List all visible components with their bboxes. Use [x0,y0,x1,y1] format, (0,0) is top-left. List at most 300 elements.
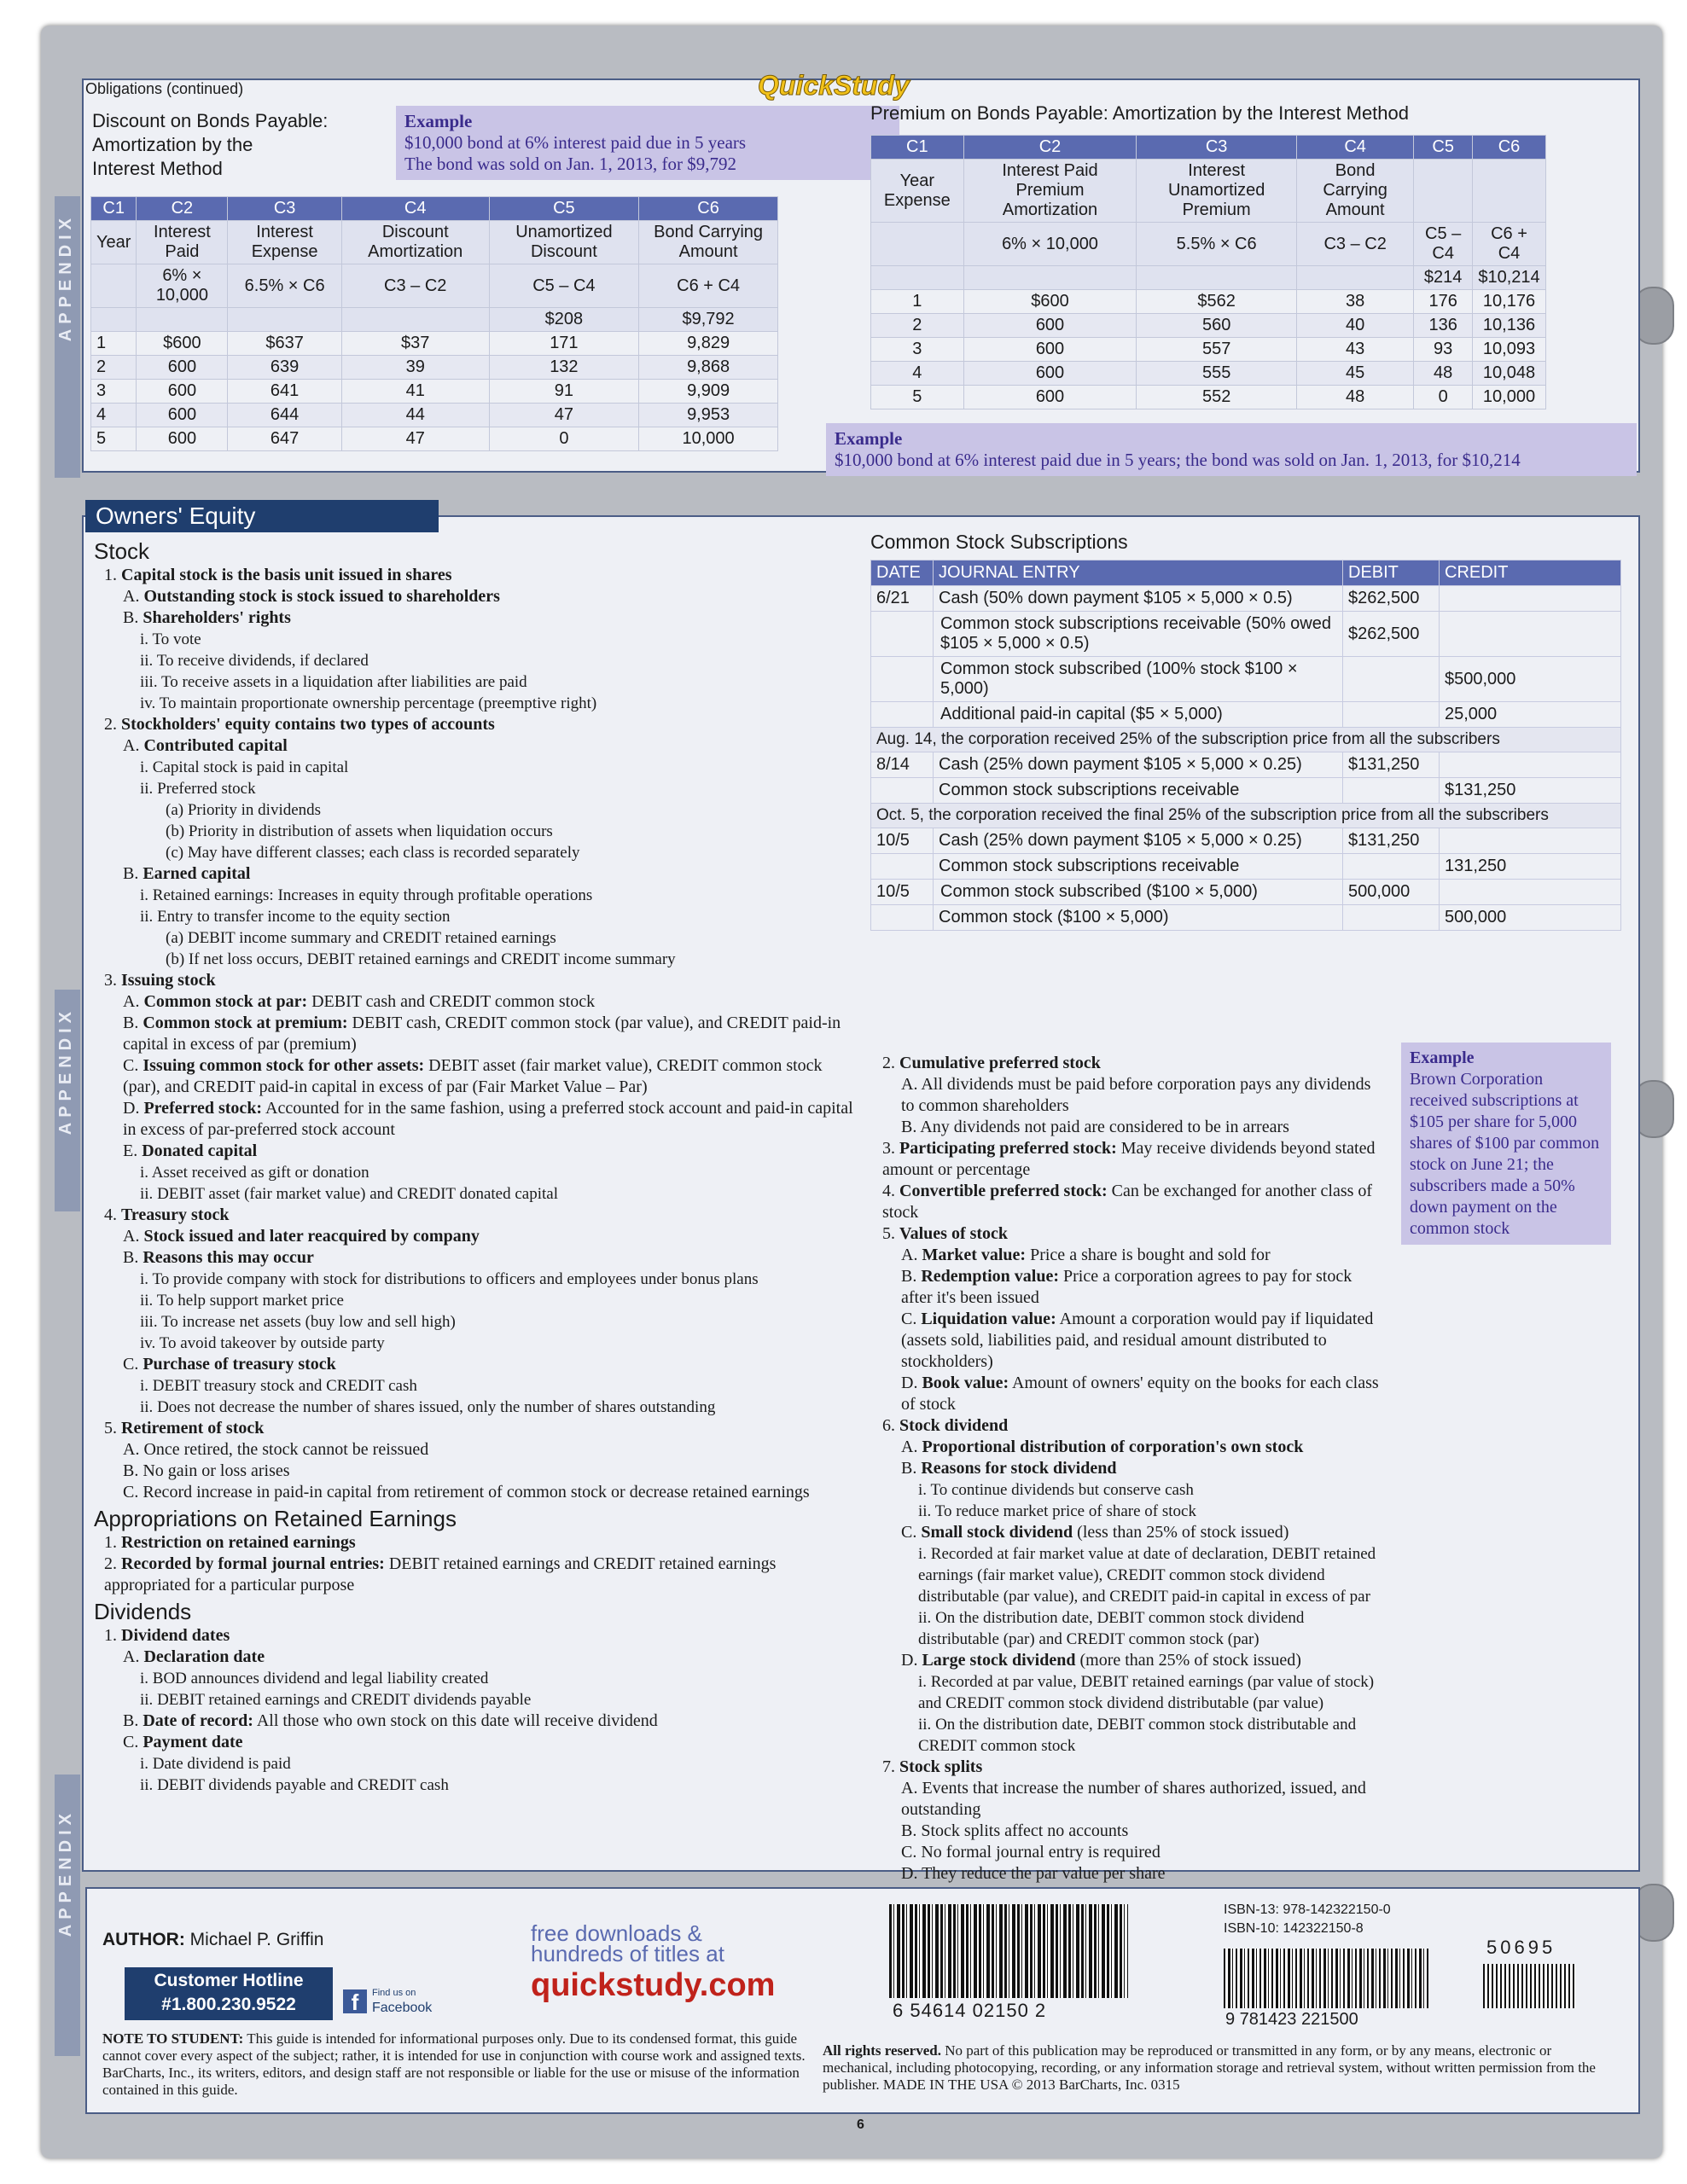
list-item [872,1223,1384,1245]
table-row [871,854,1621,880]
table-row [871,728,1621,752]
list-item-bold: Proportional distribution of corporation's own stock [922,1438,1304,1456]
list-item-text: Amount a corporation would pay if liquidated (assets sold, liabilities paid, and residual amount distributed to stockholders) [901,1310,1374,1371]
col-header: CREDIT [1440,561,1621,586]
list-item-text: Amount of owners' equity on the books for each class of stock [901,1374,1379,1414]
list-item [94,1375,862,1397]
list-item-text: Asset received as gift or donation [151,1164,369,1182]
list-item-text: Entry to transfer income to the equity section [157,908,451,926]
list-marker: (a) [166,929,184,947]
list-marker: 3. [104,971,117,990]
list-item-bold: Issuing stock [121,971,216,990]
list-item-bold: Book value: [922,1374,1009,1392]
list-marker: i. [918,1545,928,1563]
list-marker: i. [140,1377,149,1395]
list-item-bold: Dividend dates [121,1626,230,1645]
journal-date [871,612,934,657]
journal-entry: Common stock subscriptions receivable [934,778,1343,804]
list-marker: A. [901,1438,918,1456]
journal-date [871,657,934,702]
list-item [94,1013,862,1055]
list-item [94,757,862,778]
list-item-text: All dividends must be paid before corporation pays any dividends to common shareholders [901,1075,1371,1115]
col-id: C2 [963,136,1137,160]
col-header: Interest Expense [228,221,341,264]
col-header: Year [91,221,137,264]
table-row: 2 600 560 40 136 10,136 [871,314,1546,338]
list-marker: A. [123,1647,140,1666]
list-item-bold: Stock dividend [899,1416,1009,1435]
list-item [94,1554,862,1596]
list-marker: i. [140,1755,149,1773]
journal-note: Oct. 5, the corporation received the final 25% of the subscription price from all the subscribers [871,804,1621,828]
list-marker: C. [123,1355,139,1374]
list-item-text: Price a corporation agrees to pay for stock after it's been issued [901,1267,1353,1307]
journal-debit [1343,905,1440,931]
brown-corp-example: Example Brown Corporation received subscriptions at $105 per share for 5,000 shares of $100 par common stock on June 21; the subscribers made a 50% down payment on the common stock [1401,1043,1611,1245]
list-item-text: To provide company with stock for distributions to officers and employees under bonus plans [152,1270,759,1288]
list-marker: B. [123,1461,139,1480]
list-item [872,1522,1384,1543]
list-item [94,1753,862,1774]
col-header [1473,160,1546,223]
sidebar-label: APPENDIX [56,1809,75,1937]
customer-hotline: Customer Hotline #1.800.230.9522 [125,1967,333,2020]
list-item [872,1650,1384,1671]
sidebar-strip-top [55,196,80,478]
list-marker: 2. [104,1554,117,1573]
list-marker: A. [123,1227,140,1246]
list-item-text: To receive dividends, if declared [156,652,369,670]
list-item-text: Price a share is bought and sold for [1026,1246,1271,1264]
note-to-student: NOTE TO STUDENT: This guide is intended for informational purposes only. Due to its condensed format, this guide cannot cover every aspect of the subject; rather, it is intended for use in conjunction with course work and assigned texts. BarCharts, Inc., its writers, editors, and design staff are not responsible or liable for the use or misuse of the information contained in this guide. [102,2030,806,2098]
list-item [94,693,862,714]
list-marker: iii. [140,673,158,691]
col-id: C3 [228,197,341,221]
list-item-text: Accounted for in the same fashion, using a preferred stock account and paid-in capital in excess of par-preferred stock account [123,1099,853,1139]
list-item [94,1162,862,1183]
list-marker: 2. [104,715,117,734]
list-item [872,1245,1384,1266]
journal-debit: $131,250 [1343,828,1440,854]
list-item-bold: Preferred stock: [143,1099,263,1118]
list-item [872,1863,1384,1885]
journal-credit [1440,828,1621,854]
list-item [94,671,862,693]
list-item [94,1141,862,1162]
journal-date: 8/14 [871,752,934,778]
list-item [94,586,862,607]
list-item-text: On the distribution date, DEBIT common stock distributable and CREDIT common stock [918,1716,1357,1755]
list-item-text: To receive assets in a liquidation after liabilities are paid [161,673,527,691]
list-marker: 1. [104,1533,117,1552]
col-header: Interest Paid Premium Amortization [963,160,1137,223]
list-item-text: Retained earnings: Increases in equity through profitable operations [152,886,593,904]
list-item-text: Stock splits affect no accounts [921,1821,1129,1840]
journal-debit: $131,250 [1343,752,1440,778]
list-item [94,735,862,757]
list-item [94,1647,862,1668]
journal-credit: $500,000 [1440,657,1621,702]
list-item-text: To help support market price [156,1292,344,1310]
table-row: 3 600 641 41 91 9,909 [91,380,778,404]
price-code: 50695 [1486,1937,1556,1958]
site-link[interactable]: quickstudy.com [531,1967,776,2003]
list-item-text: Capital stock is paid in capital [152,758,349,776]
col-id: C1 [91,197,137,221]
list-marker: D. [901,1864,918,1883]
list-item-text: To avoid takeover by outside party [159,1334,385,1352]
list-item [872,1181,1384,1223]
subscriptions-title: Common Stock Subscriptions [870,531,1128,553]
list-marker: 6. [882,1416,895,1435]
journal-date [871,854,934,880]
col-header: Bond Carrying Amount [1296,160,1413,223]
list-marker: D. [123,1099,140,1118]
list-item-text: DEBIT asset (fair market value), CREDIT common stock (par), and CREDIT paid-in capital in excess of par (Fair Market Value – Par) [123,1056,823,1096]
list-marker: E. [123,1141,138,1160]
subsection-heading: Dividends [94,1599,192,1624]
journal-entry: Common stock ($100 × 5,000) [934,905,1343,931]
list-marker: i. [140,886,149,904]
table-row [871,880,1621,905]
list-item-text: Record increase in paid-in capital from retirement of common stock or decrease retained earnings [143,1483,810,1502]
list-marker: iv. [140,1334,156,1352]
list-item [94,885,862,906]
col-header: Unamortized Discount [489,221,639,264]
list-marker: B. [123,608,139,627]
list-item-bold: Retirement of stock [121,1419,265,1438]
list-marker: i. [918,1673,928,1691]
table-row: 2 600 639 39 132 9,868 [91,356,778,380]
col-id: C5 [1414,136,1473,160]
list-item [94,1668,862,1689]
sidebar-strip-middle [55,990,80,1211]
list-item [94,1689,862,1711]
journal-credit: $131,250 [1440,778,1621,804]
list-marker: B. [123,864,139,883]
upc-barcode [889,1904,1128,1998]
list-item-text: Date dividend is paid [152,1755,291,1773]
list-marker: B. [123,1248,139,1267]
list-marker: ii. [140,652,154,670]
list-item-bold: Declaration date [143,1647,265,1666]
list-marker: 7. [882,1757,895,1776]
table-row [871,657,1621,702]
premium-title: Premium on Bonds Payable: Amortization by the Interest Method [870,102,1409,124]
sidebar-label: APPENDIX [56,213,75,342]
list-marker: iv. [140,694,156,712]
list-item [94,1711,862,1732]
list-item [94,1226,862,1247]
page-number: 6 [857,2117,864,2132]
list-item [872,1266,1384,1309]
list-item-bold: Stock issued and later reacquired by company [143,1227,480,1246]
list-item-bold: Contributed capital [143,736,288,755]
table-row [871,702,1621,728]
list-marker: B. [123,1014,139,1032]
list-item [872,1821,1384,1842]
list-marker: B. [901,1118,917,1136]
list-item-bold: Payment date [143,1733,243,1751]
list-item-bold: Common stock at premium: [143,1014,348,1032]
list-marker: A. [901,1246,918,1264]
journal-entry: Cash (25% down payment $105 × 5,000 × 0.25) [934,752,1343,778]
list-item-text: DEBIT cash and CREDIT common stock [307,992,596,1011]
list-item-text: (less than 25% of stock issued) [1073,1523,1289,1542]
journal-entry: Common stock subscriptions receivable [934,854,1343,880]
list-item-bold: Restriction on retained earnings [121,1533,356,1552]
col-id: C5 [489,197,639,221]
list-item-text: They reduce the par value per share [922,1864,1166,1883]
author: AUTHOR: Michael P. Griffin [102,1930,324,1949]
journal-credit [1440,612,1621,657]
list-item [94,1098,862,1141]
journal-date: 10/5 [871,880,934,905]
journal-entry: Cash (25% down payment $105 × 5,000 × 0.25) [934,828,1343,854]
table-row [871,905,1621,931]
col-header: DATE [871,561,934,586]
journal-entry: Common stock subscribed (100% stock $100 × 5,000) [934,657,1343,702]
list-item [94,565,862,586]
table-row [871,752,1621,778]
isbn-13: ISBN-13: 978-142322150-0 [1224,1902,1391,1917]
isbn-10: ISBN-10: 142322150-8 [1224,1921,1364,1936]
footer [85,1887,1640,2114]
journal-debit [1343,854,1440,880]
list-item [94,1333,862,1354]
list-item [94,863,862,885]
list-marker: A. [123,736,140,755]
col-id: C6 [639,197,778,221]
list-marker: B. [901,1821,917,1840]
list-item-text: Recorded at par value, DEBIT retained earnings (par value of stock) and CREDIT common stock dividend distributable (par value) [918,1673,1375,1712]
list-item-text: To vote [152,630,201,648]
list-item [94,1205,862,1226]
list-marker: 1. [104,1626,117,1645]
table-row: 1 $600 $562 38 176 10,176 [871,290,1546,314]
list-item [872,1053,1384,1074]
journal-entry: Additional paid-in capital ($5 × 5,000) [934,702,1343,728]
list-item-bold: Outstanding stock is stock issued to shareholders [143,587,500,606]
list-item [94,906,862,927]
journal-credit [1440,586,1621,612]
list-item [872,1479,1384,1501]
list-item-text: Does not decrease the number of shares issued, only the number of shares outstanding [157,1398,716,1416]
list-marker: B. [901,1267,917,1286]
journal-debit: $262,500 [1343,586,1440,612]
list-marker: ii. [140,1776,154,1794]
col-header: Interest Unamortized Premium [1137,160,1297,223]
upc-digits: 6 54614 02150 2 [893,2000,1047,2021]
list-marker: C. [123,1056,139,1075]
list-marker: A. [901,1779,918,1798]
list-item-bold: Small stock dividend [921,1523,1073,1542]
col-header: DEBIT [1343,561,1440,586]
premium-table: C1 C2 C3 C4 C5 C6 Year Expense Interest Paid Premium Amortization Interest Unamortized Premium Bond Carrying Amount 6% × 10,000 5.5% × C6 C3 – C2 C5 – C4 C6 + C4 $214 $10,214 1 $600 $562 38 176 10,176 2 600 560 40 136 10,136 3 600 557 43 93 10,093 4 600 555 45 48 10,048 5 600 552 48 0 10,000 [870,135,1546,410]
list-item [94,607,862,629]
journal-credit [1440,880,1621,905]
obligations-heading: Obligations (continued) [85,80,244,97]
list-marker: B. [123,1711,139,1730]
list-item [94,1397,862,1418]
list-item-text: Recorded at fair market value at date of declaration, DEBIT retained earnings (fair market value), CREDIT common stock dividend distributable (par value), and CREDIT paid-in capital in excess of par [918,1545,1376,1606]
list-item [872,1415,1384,1437]
list-item [872,1714,1384,1757]
list-item [872,1458,1384,1479]
list-marker: i. [140,630,149,648]
list-item-text: Any dividends not paid are considered to be in arrears [920,1118,1289,1136]
list-marker: ii. [140,1185,154,1203]
list-item-text: To increase net assets (buy low and sell high) [161,1313,456,1331]
list-item [872,1778,1384,1821]
list-item-text: BOD announces dividend and legal liability created [152,1670,489,1687]
list-item-bold: Date of record: [143,1711,253,1730]
list-item-text: To continue dividends but conserve cash [930,1481,1194,1499]
journal-debit: $262,500 [1343,612,1440,657]
list-item [872,1138,1384,1181]
list-item-bold: Shareholders' rights [143,608,291,627]
brand-logo: QuickStudy [758,70,910,101]
col-id: C4 [341,197,489,221]
list-item [94,799,862,821]
list-item [94,778,862,799]
list-item-text: Can be exchanged for another class of stock [882,1182,1373,1222]
list-item [94,1290,862,1311]
col-header: JOURNAL ENTRY [934,561,1343,586]
list-item-bold: Donated capital [142,1141,258,1160]
list-item [94,1354,862,1375]
list-item [872,1373,1384,1415]
list-item-bold: Values of stock [899,1224,1009,1243]
journal-debit [1343,778,1440,804]
col-header: Bond Carrying Amount [639,221,778,264]
list-marker: 5. [882,1224,895,1243]
list-item [94,1532,862,1554]
journal-debit: 500,000 [1343,880,1440,905]
journal-entry: Common stock subscribed ($100 × 5,000) [934,880,1343,905]
rights-notice: All rights reserved. No part of this publication may be reproduced or transmitted in any form, or by any means, electronic or mechanical, including photocopying, recording, or any information storage and retrieval system, without written permission from the publisher. MADE IN THE USA © 2013 BarCharts, Inc. 0315 [823,2042,1596,2093]
facebook-icon[interactable]: f [343,1989,367,2013]
list-item-bold: Capital stock is the basis unit issued in shares [121,566,452,584]
right-column [872,1053,1384,1885]
list-marker: ii. [140,908,154,926]
list-marker: D. [901,1374,918,1392]
list-marker: i. [140,1670,149,1687]
journal-credit: 25,000 [1440,702,1621,728]
list-item [94,842,862,863]
list-item-text: To reduce market price of share of stock [934,1502,1196,1520]
list-item [94,1269,862,1290]
list-item-text: Preferred stock [157,780,256,798]
list-marker: 4. [882,1182,895,1200]
sidebar-label: APPENDIX [56,1007,75,1136]
list-item-text: All those who own stock on this date will receive dividend [253,1711,658,1730]
table-row: 5 600 647 47 0 10,000 [91,427,778,451]
col-id: C6 [1473,136,1546,160]
list-item [872,1074,1384,1117]
journal-date [871,702,934,728]
list-marker: i. [140,758,149,776]
list-item [872,1309,1384,1373]
list-marker: ii. [918,1716,932,1734]
sidebar-strip-bottom [55,1774,80,2056]
premium-example: Example $10,000 bond at 6% interest paid due in 5 years; the bond was sold on Jan. 1, 2013, for $10,214 [826,423,1637,476]
list-item [94,650,862,671]
list-item-bold: Liquidation value: [921,1310,1056,1328]
section-title: Owners' Equity [85,500,439,532]
list-item-text: No formal journal entry is required [921,1843,1161,1862]
list-item-text: No gain or loss arises [143,1461,290,1480]
list-marker: A. [123,992,140,1011]
list-item-text: DEBIT cash, CREDIT common stock (par value), and CREDIT paid-in capital in excess of par (premium) [123,1014,841,1054]
journal-debit [1343,702,1440,728]
facebook-link[interactable]: Find us on Facebook [372,1988,433,2015]
list-item-text: To maintain proportionate ownership percentage (preemptive right) [159,694,597,712]
list-item [872,1671,1384,1714]
list-marker: A. [901,1075,918,1094]
list-marker: iii. [140,1313,158,1331]
col-header: Year Expense [871,160,964,223]
list-item [94,1625,862,1647]
list-item [872,1607,1384,1650]
list-item-text: (more than 25% of stock issued) [1075,1651,1301,1670]
list-item-bold: Reasons this may occur [143,1248,314,1267]
list-marker: 2. [882,1054,895,1072]
list-item-text: If net loss occurs, DEBIT retained earnings and CREDIT income summary [188,950,676,968]
list-marker: 4. [104,1205,117,1224]
list-item-text: May have different classes; each class is recorded separately [187,844,580,862]
journal-credit: 500,000 [1440,905,1621,931]
col-header [1414,160,1473,223]
list-item [94,1183,862,1205]
col-header: Discount Amortization [341,221,489,264]
list-marker: ii. [140,1292,154,1310]
list-item-bold: Purchase of treasury stock [143,1355,336,1374]
left-column [94,536,862,1796]
list-item [94,1482,862,1503]
list-marker: A. [123,587,140,606]
list-marker: ii. [918,1609,932,1627]
table-row [871,828,1621,854]
list-item [94,927,862,949]
col-id: C4 [1296,136,1413,160]
list-marker: ii. [140,1398,154,1416]
list-item [94,1247,862,1269]
list-item [872,1543,1384,1607]
list-item-text: DEBIT retained earnings and CREDIT dividends payable [157,1691,532,1709]
list-item [872,1757,1384,1778]
list-item-text: Priority in dividends [187,801,322,819]
list-marker: 5. [104,1419,117,1438]
discount-table: C1 C2 C3 C4 C5 C6 Year Interest Paid Interest Expense Discount Amortization Unamortized Discount Bond Carrying Amount 6% × 10,000 6.5% × C6 C3 – C2 C5 – C4 C6 + C4 $208 $9,792 1 $600 $637 $37 171 9,829 2 600 639 39 132 9,868 3 600 641 41 91 9,909 4 600 644 44 47 9,953 5 600 647 47 0 10,000 [90,196,778,451]
isbn-digits: 9 781423 221500 [1225,2010,1358,2029]
list-item [94,1732,862,1753]
list-marker: (c) [166,844,184,862]
list-item [94,821,862,842]
col-id: C2 [137,197,228,221]
journal-entry: Common stock subscriptions receivable (50% owed $105 × 5,000 × 0.5) [934,612,1343,657]
list-item-bold: Earned capital [143,864,251,883]
list-marker: (a) [166,801,184,819]
list-item-text: DEBIT dividends payable and CREDIT cash [157,1776,449,1794]
col-header: Interest Paid [137,221,228,264]
journal-credit: 131,250 [1440,854,1621,880]
list-marker: i. [918,1481,928,1499]
list-marker: C. [123,1483,139,1502]
discount-title: Discount on Bonds Payable: Amortization by the Interest Method [92,110,329,179]
list-marker: (b) [166,950,185,968]
